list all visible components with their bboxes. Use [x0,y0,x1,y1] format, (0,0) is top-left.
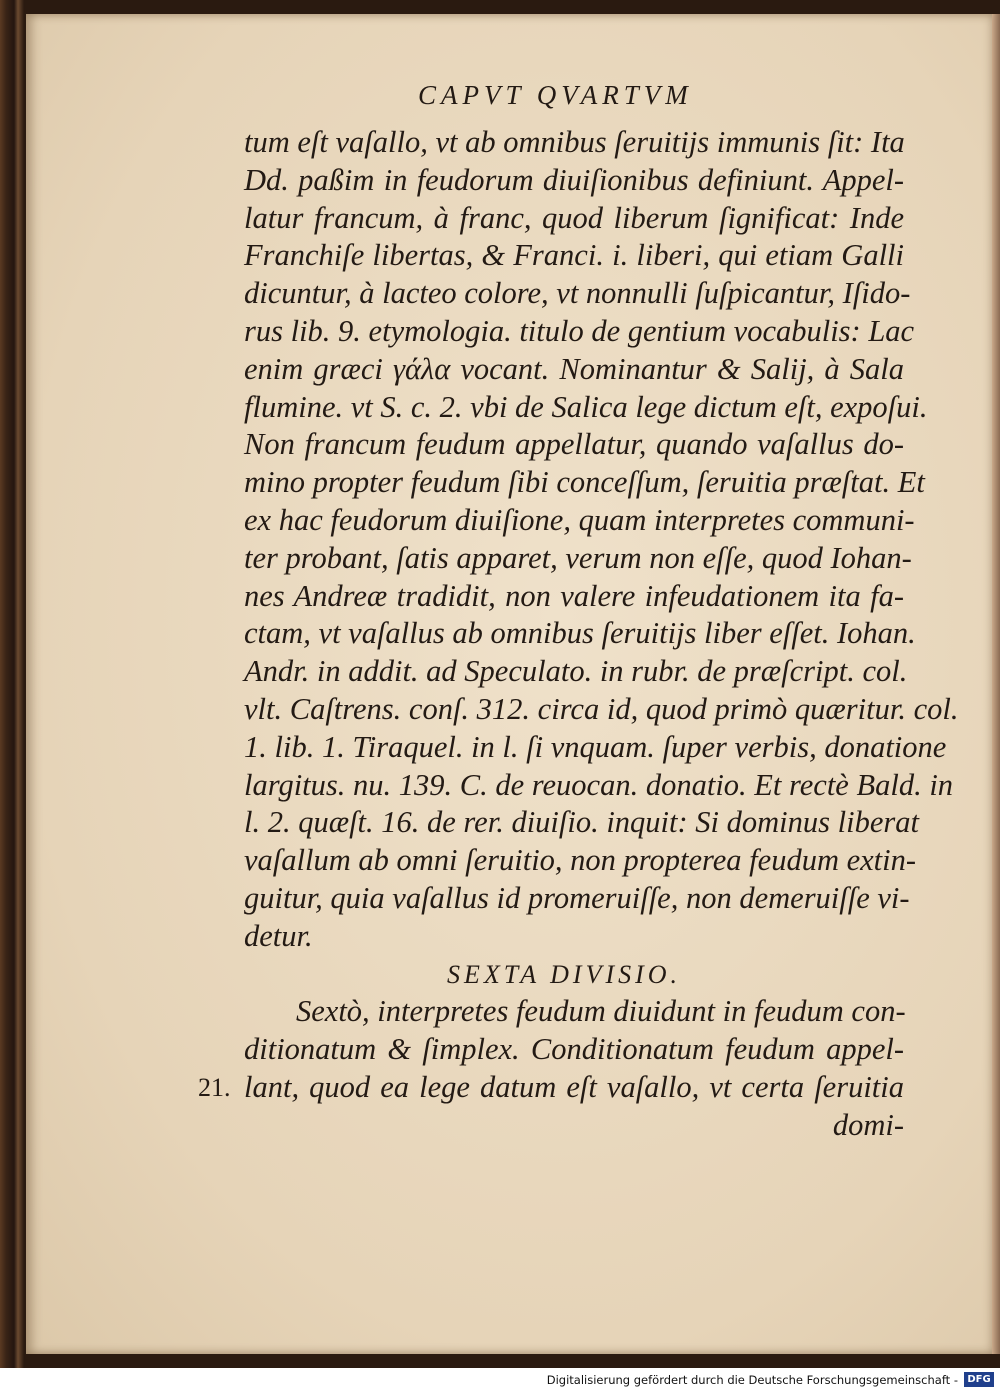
text-line: Dd. paßim in feudorum diuiſionibus definiunt. Appel- [244,162,904,197]
text-line: Non francum feudum appellatur, quando vaſallus do- [244,427,904,462]
text-line: rus lib. 9. etymologia. titulo de gentium vocabulis: Lac [244,313,915,348]
section-heading: SEXTA DIVISIO. [446,959,682,989]
text-line: mino propter feudum ſibi conceſſum, ſeruitia præſtat. Et [244,465,925,500]
text-line: nes Andreæ tradidit, non valere infeudationem ita fa- [244,578,904,613]
margin-number: 21. [198,1073,231,1102]
text-line: dicuntur, à lacteo colore, vt nonnulli ſuſpicantur, Iſido- [244,276,911,311]
text-line: ctam, vt vaſallus ab omnibus ſeruitijs liber eſſet. Iohan. [244,616,916,651]
text-line: latur francum, à franc, quod liberum ſignificat: Inde [244,200,904,235]
text-line: detur. [244,918,313,953]
catchword: domi- [832,1107,904,1142]
footer-credit: Digitalisierung gefördert durch die Deutsche Forschungsgemeinschaft - [546,1373,958,1387]
text-line: tum eſt vaſallo, vt ab omnibus ſeruitijs immunis ſit: Ita [244,125,905,159]
text-line: lant, quod ea lege datum eſt vaſallo, vt certa ſeruitia [244,1069,904,1104]
text-line: ter probant, ſatis apparet, verum non eſſe, quod Iohan- [244,540,912,575]
text-line: flumine. vt S. c. 2. vbi de Salica lege dictum eſt, expoſui. [244,389,928,424]
text-line: Andr. in addit. ad Speculato. in rubr. de præſcript. col. [244,654,908,689]
text-line: l. 2. quæſt. 16. de rer. diuiſio. inquit: Si dominus liberat [244,805,919,840]
text-line: Sextò, interpretes feudum diuidunt in feudum con- [296,994,906,1029]
text-line: vaſallum ab omni ſeruitio, non propterea feudum extin- [244,843,917,878]
dfg-logo-icon: DFG [964,1372,994,1387]
text-line: Franchiſe libertas, & Franci. i. liberi, qui etiam Galli [244,238,904,273]
text-line: enim græci γάλα vocant. Nominantur & Salij, à Sala [244,351,904,386]
text-line: 1. lib. 1. Tiraquel. in l. ſi vnquam. ſuper verbis, donatione [244,729,947,764]
text-line: ex hac feudorum diuiſione, quam interpretes communi- [244,502,915,537]
text-line: guitur, quia vaſallus id promeruiſſe, non demeruiſſe vi- [244,880,910,915]
page-edge [992,14,1000,1354]
text-line: vlt. Caſtrens. conſ. 312. circa id, quod primò quæritur. col. [244,691,959,726]
text-line: ditionatum & ſimplex. Conditionatum feudum appel- [244,1032,904,1067]
running-head: CAPVT QVARTVM [418,80,693,110]
text-line: largitus. nu. 139. C. de reuocan. donatio. Et rectè Bald. in [244,767,954,802]
main-text [244,124,959,1145]
